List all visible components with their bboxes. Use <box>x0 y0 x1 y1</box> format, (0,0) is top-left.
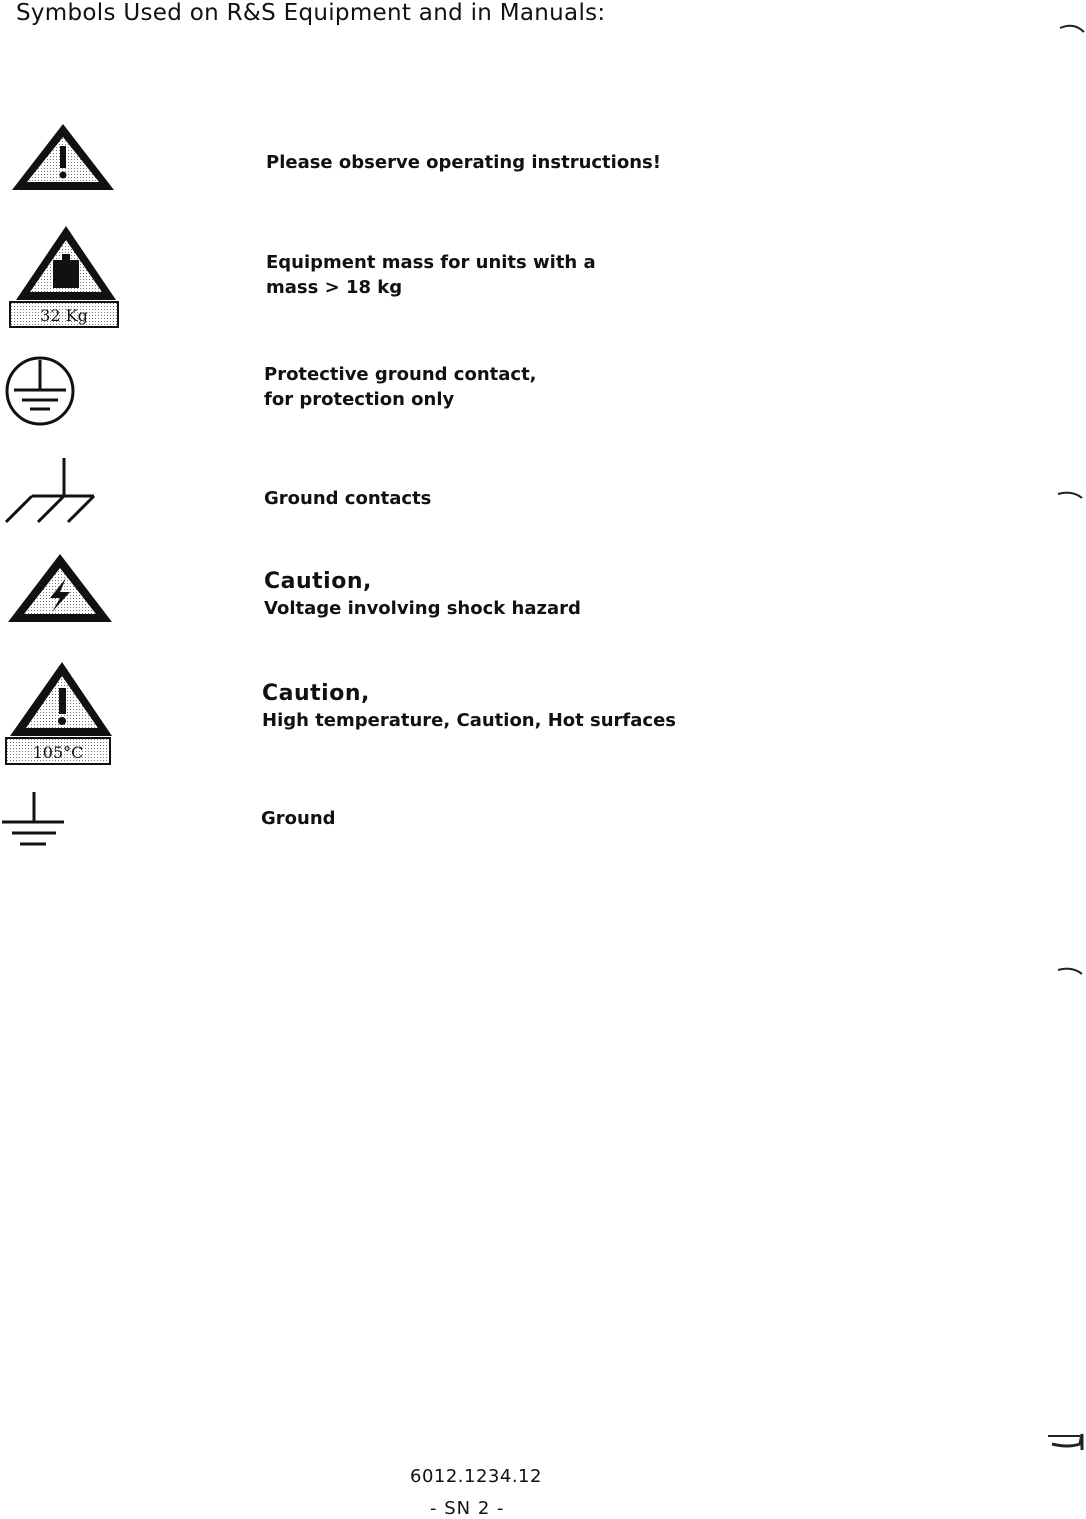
symbol-description-mass <box>266 250 596 300</box>
temperature-label: 105°C <box>32 743 84 762</box>
description-line: Please observe operating instructions! <box>266 152 661 173</box>
description-line: mass > 18 kg <box>266 277 403 298</box>
symbol-description-temperature <box>262 680 676 733</box>
caution-heading: Caution, <box>262 681 370 706</box>
document-number: 6012.1234.12 <box>410 1466 542 1487</box>
symbol-description-shock <box>264 568 581 621</box>
earth-ground-icon <box>0 790 70 850</box>
mass-warning-icon <box>8 222 120 330</box>
symbol-description-ground-contacts <box>264 486 431 511</box>
margin-mark <box>1058 20 1086 36</box>
description-line: High temperature, Caution, Hot surfaces <box>262 710 676 731</box>
symbol-description-ground <box>261 806 336 831</box>
protective-ground-icon <box>2 354 82 428</box>
description-line: for protection only <box>264 389 455 410</box>
description-line: Equipment mass for units with a <box>266 252 596 273</box>
symbol-description-protective-ground <box>264 362 537 412</box>
description-line: Ground contacts <box>264 488 432 509</box>
chassis-ground-icon <box>2 456 98 526</box>
caution-heading: Caution, <box>264 569 372 594</box>
margin-mark <box>1056 962 1084 978</box>
page-number: - SN 2 - <box>430 1498 505 1519</box>
description-line: Protective ground contact, <box>264 364 537 385</box>
mass-label: 32 Kg <box>40 306 88 325</box>
margin-mark <box>1056 486 1084 502</box>
high-temperature-icon <box>4 658 114 768</box>
margin-mark <box>1046 1430 1086 1454</box>
description-line: Ground <box>261 808 336 829</box>
description-line: Voltage involving shock hazard <box>264 598 581 619</box>
warning-triangle-exclamation-icon <box>8 120 118 195</box>
symbol-description-instructions <box>266 150 661 175</box>
page-title: Symbols Used on R&S Equipment and in Manuals: <box>16 0 606 26</box>
shock-hazard-icon <box>4 550 116 626</box>
